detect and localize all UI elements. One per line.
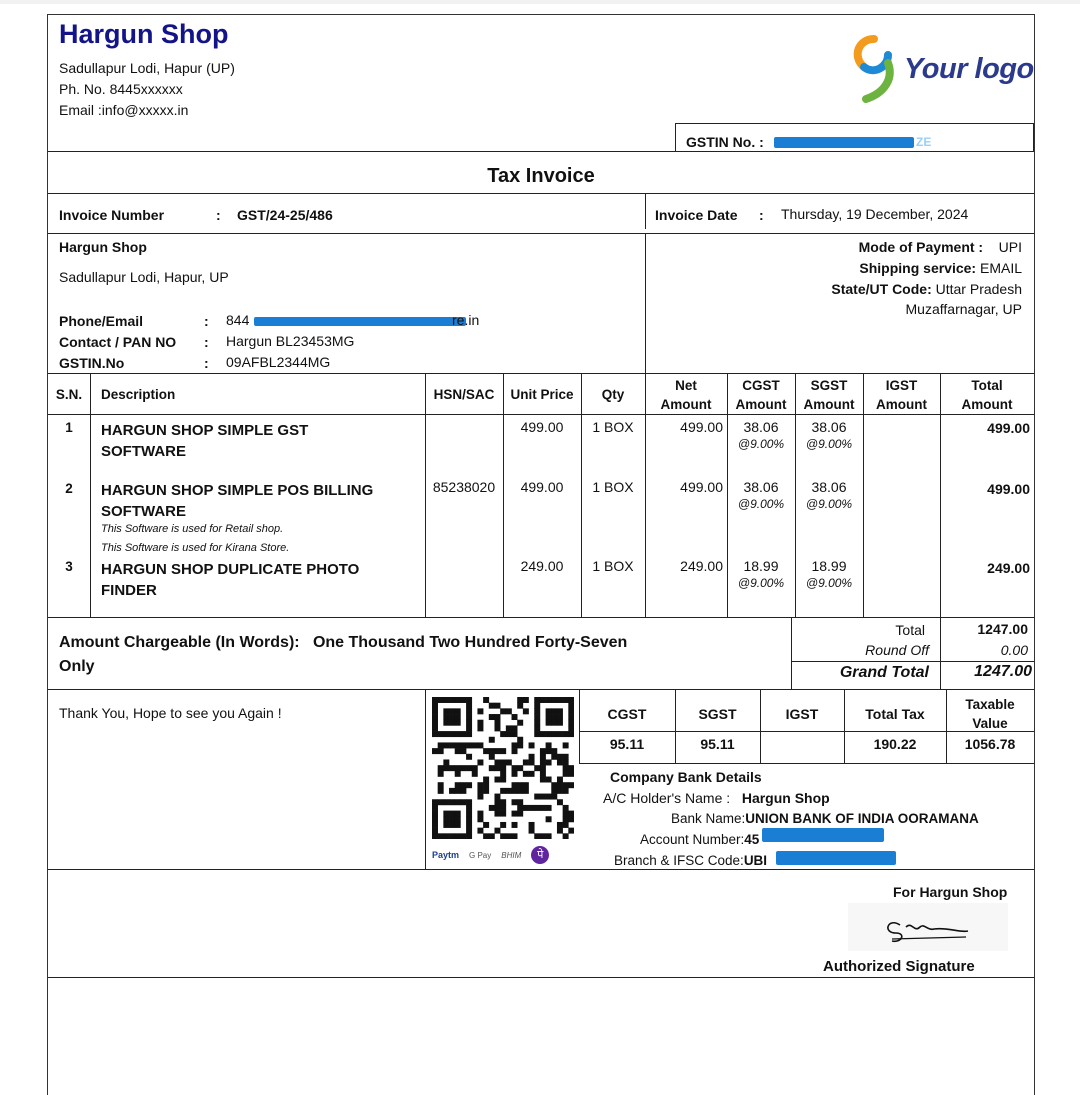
row-description: HARGUN SHOP SIMPLE GST SOFTWARE (101, 422, 309, 460)
row-hsn: 85238020 (432, 479, 496, 495)
bank-name-label: Bank Name: (671, 811, 746, 826)
row-sgst: 38.06 @9.00% (805, 479, 853, 511)
bank-account-label: Account Number: (640, 832, 745, 847)
bank-title: Company Bank Details (610, 769, 762, 785)
divider (503, 373, 504, 617)
row-qty: 1 BOX (592, 419, 634, 435)
colon: : (204, 355, 209, 371)
summary-taxable-value: 1056.78 (964, 736, 1016, 752)
summary-sgst-value: 95.11 (700, 736, 735, 752)
invoice-sheet (47, 14, 1035, 1095)
row-sn: 3 (65, 559, 73, 574)
state-code-label: State/UT Code: (831, 281, 932, 297)
summary-taxable-label: Taxable Value (965, 697, 1015, 731)
row-unit-price: 249.00 (520, 558, 564, 574)
shop-phone: Ph. No. 8445xxxxxx (59, 81, 183, 97)
gpay-icon: G Pay (469, 850, 492, 860)
bank-ifsc (614, 853, 767, 868)
col-header-hsn: HSN/SAC (433, 387, 495, 402)
bank-name-value: UNION BANK OF INDIA OORAMANA (745, 811, 979, 826)
grand-total-label: Grand Total (839, 664, 929, 681)
row-total: 499.00 (987, 481, 1030, 497)
row-note: This Software is used for Kirana Store. (101, 542, 290, 554)
payment-mode (859, 239, 1022, 255)
divider (645, 233, 646, 373)
divider (90, 373, 91, 617)
row-unit-price: 499.00 (520, 419, 564, 435)
buyer-gstin-label: GSTIN.No (59, 355, 125, 371)
bank-account (640, 832, 759, 847)
state-code (831, 281, 1022, 297)
thank-you-note: Thank You, Hope to see you Again ! (59, 705, 282, 721)
payment-mode-label: Mode of Payment : (858, 239, 984, 255)
bank-holder-label: A/C Holder's Name : (603, 790, 731, 806)
row-sn: 1 (65, 420, 73, 435)
round-off-value: 0.00 (1000, 642, 1028, 658)
shipping-city: Muzaffarnagar, UP (905, 301, 1022, 317)
shop-email: Email :info@xxxxx.in (59, 102, 189, 118)
grand-total-value: 1247.00 (974, 663, 1032, 680)
invoice-number-label: Invoice Number (59, 207, 165, 223)
summary-igst-label: IGST (785, 706, 819, 722)
row-sn: 2 (65, 481, 73, 496)
divider (425, 689, 426, 869)
shipping-service-value: EMAIL (979, 260, 1022, 276)
shop-name: Hargun Shop (59, 19, 229, 49)
bank-ifsc-label: Branch & IFSC Code: (614, 853, 744, 868)
state-code-value: Uttar Pradesh (935, 281, 1022, 297)
row-net-amount: 499.00 (680, 479, 723, 495)
buyer-gstin-value: 09AFBL2344MG (226, 354, 331, 370)
payment-logos (432, 843, 572, 867)
summary-cgst-value: 95.11 (609, 736, 645, 752)
colon: : (216, 207, 221, 223)
row-net-amount: 249.00 (680, 558, 723, 574)
phone-email-redaction (254, 317, 466, 326)
summary-total-tax-label: Total Tax (865, 706, 925, 722)
bank-name (671, 811, 979, 826)
divider (579, 731, 1034, 732)
payment-qr-icon (432, 697, 574, 839)
phone-email-end: re.in (452, 312, 480, 328)
phonepe-icon: पे (531, 846, 549, 864)
bank-ifsc-value: UBI (743, 853, 768, 868)
row-description: HARGUN SHOP DUPLICATE PHOTO FINDER (101, 561, 360, 599)
amount-in-words (59, 634, 627, 652)
total-value: 1247.00 (977, 621, 1028, 637)
divider (48, 233, 1034, 234)
gstin-redaction (774, 137, 914, 148)
col-header-sgst: SGST Amount (803, 378, 855, 412)
pan-value: Hargun BL23453MG (226, 333, 355, 349)
divider (425, 373, 426, 617)
bank-holder-value: Hargun Shop (741, 790, 830, 806)
invoice-number-value: GST/24-25/486 (237, 207, 333, 223)
gstin-tail: ZE (916, 135, 932, 149)
shipping-service-label: Shipping service: (859, 260, 977, 276)
col-header-unit-price: Unit Price (510, 387, 574, 402)
row-note: This Software is used for Retail shop. (101, 523, 284, 535)
colon: : (204, 313, 209, 329)
pan-label: Contact / PAN NO (59, 334, 177, 350)
row-sgst: 18.99 @9.00% (805, 558, 853, 590)
row-net-amount: 499.00 (680, 419, 723, 435)
row-total: 249.00 (987, 560, 1030, 576)
invoice-date-value: Thursday, 19 December, 2024 (781, 206, 969, 222)
company-logo-icon (844, 33, 904, 109)
amount-words-cont: Only (59, 658, 95, 675)
divider (791, 661, 1034, 662)
divider (579, 763, 1034, 764)
col-header-qty: Qty (601, 387, 625, 402)
ifsc-redaction (776, 851, 896, 865)
divider (48, 617, 1034, 618)
row-qty: 1 BOX (592, 558, 634, 574)
shipping-service (859, 260, 1022, 276)
gstin-label: GSTIN No. : (686, 134, 764, 150)
summary-total-tax-value: 190.22 (873, 736, 917, 752)
total-label: Total (895, 622, 925, 638)
summary-cgst-label: CGST (607, 706, 647, 722)
divider (48, 373, 1034, 374)
buyer-address: Sadullapur Lodi, Hapur, UP (59, 269, 229, 285)
top-band (0, 0, 1080, 4)
phone-email-label: Phone/Email (59, 313, 144, 329)
divider (760, 689, 761, 763)
invoice-date-label: Invoice Date (655, 207, 738, 223)
row-sgst: 38.06 @9.00% (805, 419, 853, 451)
phone-email-start: 844 (226, 312, 250, 328)
divider (581, 373, 582, 617)
logo-text: Your logo (904, 53, 1034, 85)
amount-words-value: One Thousand Two Hundred Forty-Seven (312, 634, 628, 651)
divider (48, 193, 1034, 194)
buyer-name: Hargun Shop (59, 239, 147, 255)
row-qty: 1 BOX (592, 479, 634, 495)
summary-sgst-label: SGST (698, 706, 737, 722)
row-unit-price: 499.00 (520, 479, 564, 495)
round-off-label: Round Off (865, 642, 929, 658)
col-header-cgst: CGST Amount (735, 378, 787, 412)
document-title: Tax Invoice (487, 165, 595, 187)
payment-mode-value: UPI (998, 239, 1022, 255)
colon: : (204, 334, 209, 350)
bank-holder (603, 790, 830, 806)
col-header-description: Description (101, 387, 176, 402)
col-header-net-amount: Net Amount (660, 378, 712, 412)
authorized-signature-label: Authorized Signature (823, 958, 975, 975)
signature-image-icon (848, 903, 1008, 951)
row-total: 499.00 (987, 420, 1030, 436)
for-company-label: For Hargun Shop (893, 884, 1008, 900)
bhim-icon: BHIM (501, 850, 522, 860)
shop-address: Sadullapur Lodi, Hapur (UP) (59, 60, 235, 76)
divider (645, 193, 646, 229)
col-header-sn: S.N. (55, 387, 83, 402)
col-header-total: Total Amount (961, 378, 1013, 412)
divider (48, 689, 1034, 690)
row-cgst: 38.06 @9.00% (737, 479, 785, 511)
amount-words-label: Amount Chargeable (In Words): (59, 634, 300, 651)
paytm-icon: Paytm (432, 850, 460, 860)
col-header-igst: IGST Amount (876, 378, 927, 412)
divider (48, 151, 1034, 152)
row-cgst: 18.99 @9.00% (737, 558, 785, 590)
account-redaction (762, 828, 884, 842)
row-description: HARGUN SHOP SIMPLE POS BILLING SOFTWARE (101, 482, 374, 520)
divider (48, 869, 1034, 870)
divider (48, 414, 1034, 415)
row-cgst: 38.06 @9.00% (737, 419, 785, 451)
bank-account-value: 45 (744, 832, 760, 847)
divider (48, 977, 1034, 978)
colon: : (759, 207, 764, 223)
